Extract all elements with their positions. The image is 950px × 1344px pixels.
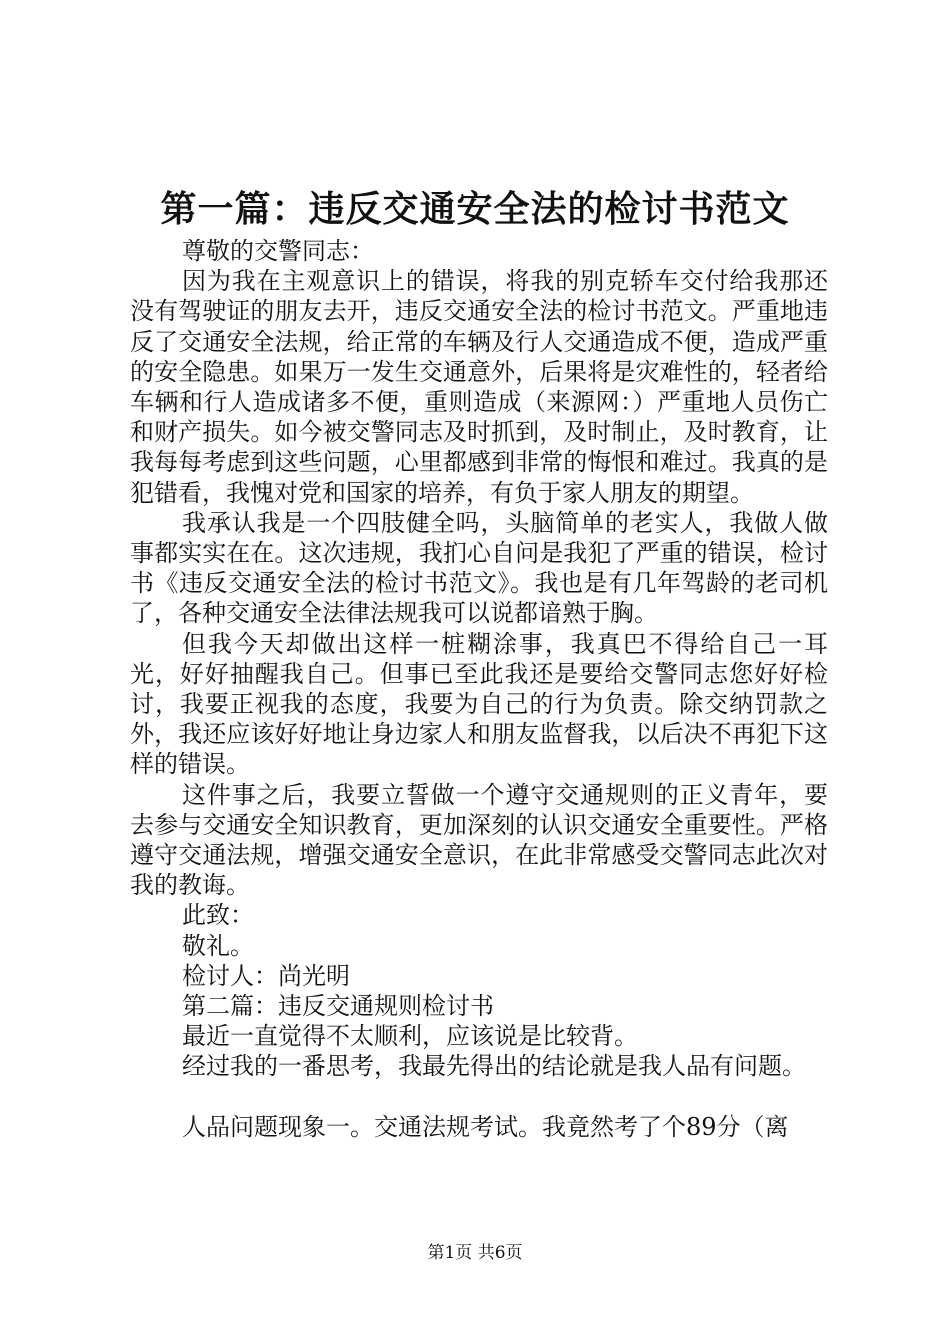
blank-line <box>130 1082 828 1112</box>
page-footer: 第1页 共6页 <box>427 1243 523 1263</box>
salutation: 尊敬的交警同志： <box>182 237 374 265</box>
section-2-line-1: 最近一直觉得不太顺利，应该说是比较背。 <box>182 1022 638 1051</box>
section-2-title: 第二篇：违反交通规则检讨书 <box>182 992 494 1021</box>
regards-line: 敬礼。 <box>182 931 254 960</box>
section-2-line-2: 经过我的一番思考，我最先得出的结论就是我人品有问题。 <box>182 1052 806 1081</box>
paragraph-4: 这件事之后，我要立誓做一个遵守交通规则的正义青年，要去参与交通安全知识教育，更加深刻的认识交通安全重要性。严格遵守交通法规，增强交通安全意识，在此非常感受交警同志此次对我的教诲。 <box>130 780 828 900</box>
closing-line: 此致： <box>182 901 254 930</box>
paragraph-2: 我承认我是一个四肢健全吗，头脑简单的老实人，我做人做事都实实在在。这次违规，我扪心自问是我犯了严重的错误，检讨书《违反交通安全法的检讨书范文》。我也是有几年驾龄的老司机了，各种交通安全法律法规我可以说都谙熟于胸。 <box>130 508 828 628</box>
section-2-line-3: 人品问题现象一。交通法规考试。我竟然考了个89分（离 <box>182 1112 789 1141</box>
paragraph-1: 因为我在主观意识上的错误，将我的别克轿车交付给我那还没有驾驶证的朋友去开，违反交通安全法的检讨书范文。严重地违反了交通安全法规，给正常的车辆及行人交通造成不便，造成严重的安全隐患。如果万一发生交通意外，后果将是灾难性的，轻者给车辆和行人造成诸多不便，重则造成（来源网：）严重地人员伤亡和财产损失。如今被交警同志及时抓到，及时制止，及时教育，让我每每考虑到这些问题，心里都感到非常的悔恨和难过。我真的是犯错看，我愧对党和国家的培养，有负于家人朋友的期望。 <box>130 267 828 507</box>
document-body <box>130 236 828 1142</box>
paragraph-3: 但我今天却做出这样一桩糊涂事，我真巴不得给自己一耳光，好好抽醒我自己。但事已至此我还是要给交警同志您好好检讨，我要正视我的态度，我要为自己的行为负责。除交纳罚款之外，我还应该好好地让身边家人和朋友监督我，以后决不再犯下这样的错误。 <box>130 629 828 779</box>
document-title: 第一篇：违反交通安全法的检讨书范文 <box>160 188 790 230</box>
signature-line: 检讨人：尚光明 <box>182 961 350 990</box>
